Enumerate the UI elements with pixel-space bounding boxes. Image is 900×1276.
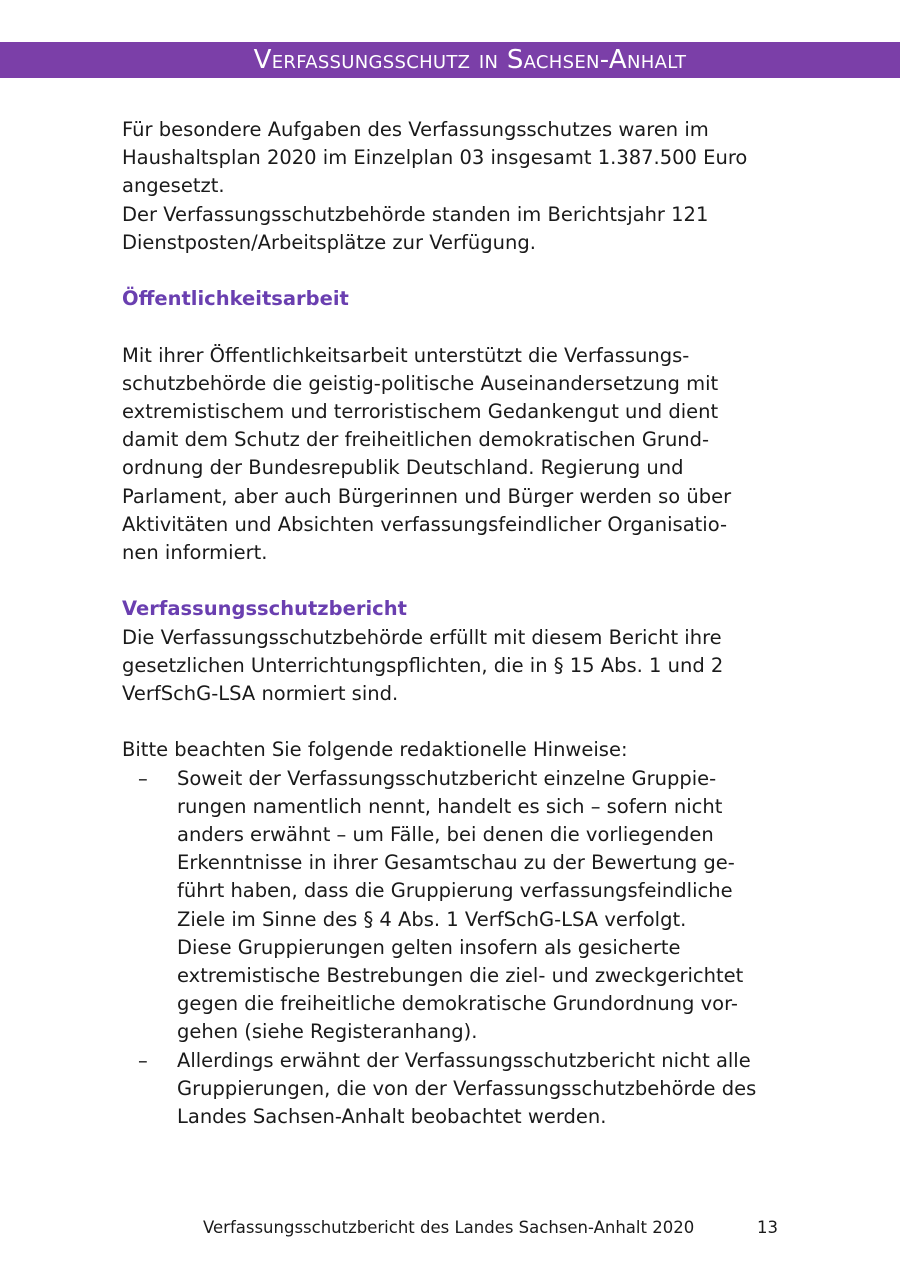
dash-bullet: –	[138, 766, 148, 790]
oeffentlichkeitsarbeit-paragraph	[122, 342, 782, 568]
text-line: gegen die freiheitliche demokratische Grundordnung vor-	[177, 992, 738, 1016]
text-line: anders erwähnt – um Fälle, bei denen die vorliegenden	[177, 823, 714, 847]
page-title: Verfassungsschutz in Sachsen-Anhalt	[253, 45, 687, 75]
main-content	[122, 116, 782, 1131]
text-line: extremistische Bestrebungen die ziel- und zweckgerichtet	[177, 964, 744, 988]
text-line: schutzbehörde die geistig-politische Auseinandersetzung mit	[122, 371, 719, 395]
text-line: Mit ihrer Öffentlichkeitsarbeit unterstützt die Verfassungs-	[122, 343, 690, 367]
spacer	[122, 257, 782, 285]
text-line: Soweit der Verfassungsschutzbericht einzelne Gruppie-	[177, 766, 717, 790]
text-line: Der Verfassungsschutzbehörde standen im Berichtsjahr 121	[122, 202, 709, 226]
text-line: Diese Gruppierungen gelten insofern als gesicherte	[177, 935, 681, 959]
text-line: VerfSchG-LSA normiert sind.	[122, 682, 399, 706]
text-line: Aktivitäten und Absichten verfassungsfeindlicher Organisatio-	[122, 512, 728, 536]
page-footer	[0, 1214, 900, 1242]
text-line: damit dem Schutz der freiheitlichen demokratischen Grund-	[122, 428, 710, 452]
spacer	[122, 313, 782, 341]
text-line: Für besondere Aufgaben des Verfassungsschutzes waren im	[122, 118, 709, 141]
list-item	[122, 765, 782, 1047]
intro-paragraph	[122, 116, 782, 257]
text-line: gehen (siehe Registeranhang).	[177, 1020, 478, 1044]
text-line: Gruppierungen, die von der Verfassungsschutzbehörde des	[177, 1076, 757, 1100]
hinweise-intro: Bitte beachten Sie folgende redaktionelle Hinweise:	[122, 738, 628, 762]
section-heading-oeffentlichkeitsarbeit: Öffentlichkeitsarbeit	[122, 287, 349, 311]
text-line: Landes Sachsen-Anhalt beobachtet werden.	[177, 1105, 607, 1129]
text-line: ordnung der Bundesrepublik Deutschland. Regierung und	[122, 456, 684, 480]
subsection-heading-verfassungsschutzbericht: Verfassungsschutzbericht	[122, 597, 407, 621]
text-line: Parlament, aber auch Bürgerinnen und Bürger werden so über	[122, 484, 732, 508]
spacer	[122, 567, 782, 595]
text-line: Dienstposten/Arbeitsplätze zur Verfügung.	[122, 230, 536, 254]
bericht-paragraph	[122, 624, 782, 709]
text-line: Ziele im Sinne des § 4 Abs. 1 VerfSchG-LSA verfolgt.	[177, 907, 687, 931]
text-line: Die Verfassungsschutzbehörde erfüllt mit diesem Bericht ihre	[122, 625, 722, 649]
list-item	[122, 1047, 782, 1132]
text-line: führt haben, dass die Gruppierung verfassungsfeindliche	[177, 879, 733, 903]
header-band	[0, 42, 900, 78]
text-line: Erkenntnisse in ihrer Gesamtschau zu der Bewertung ge-	[177, 851, 735, 875]
page-number: 13	[757, 1218, 778, 1237]
spacer	[122, 708, 782, 736]
hinweise-list	[122, 765, 782, 1132]
text-line: Allerdings erwähnt der Verfassungsschutzbericht nicht alle	[177, 1048, 751, 1072]
text-line: angesetzt.	[122, 174, 225, 198]
text-line: rungen namentlich nennt, handelt es sich – sofern nicht	[177, 794, 723, 818]
dash-bullet: –	[138, 1048, 148, 1072]
text-line: nen informiert.	[122, 541, 268, 565]
text-line: gesetzlichen Unterrichtungspflichten, die in § 15 Abs. 1 und 2	[122, 653, 724, 677]
footer-title: Verfassungsschutzbericht des Landes Sachsen-Anhalt 2020	[203, 1218, 695, 1237]
text-line: Haushaltsplan 2020 im Einzelplan 03 insgesamt 1.387.500 Euro	[122, 146, 748, 170]
text-line: extremistischem und terroristischem Gedankengut und dient	[122, 400, 719, 423]
